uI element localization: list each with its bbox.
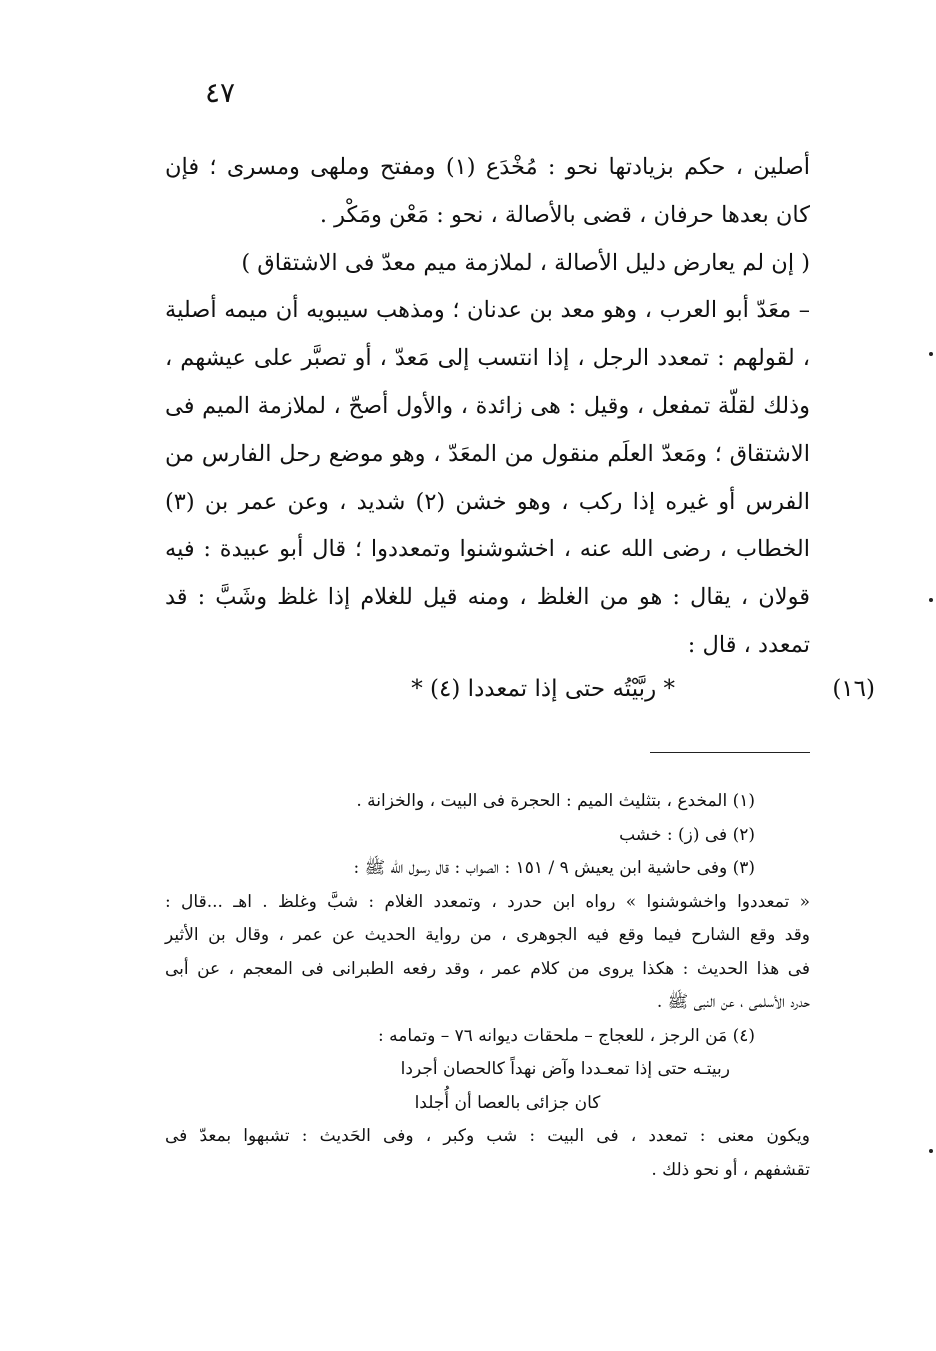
footnote-3-line-1: (٣) وفى حاشية ابن يعيش ٩ / ١٥١ : الصواب : قال رسول الله ﷺ :	[353, 858, 755, 878]
section-heading: ( إن لم يعارض دليل الأصالة ، لملازمة ميم معدّ فى الاشتقاق )	[241, 249, 810, 276]
footnote-4-line-1: (٤) مَن الرجز ، للعجاج – ملحقات ديوانه ٧٦ – وتمامه :	[377, 1025, 755, 1046]
footnotes-block	[165, 785, 810, 1187]
footnote-separator	[650, 752, 810, 753]
verse-text: * ربَّيْتُه حتى إذا تمعددا (٤) *	[411, 676, 675, 702]
paragraph-intro: أصلين ، حكم بزيادتها نحو : مُخْدَع (١) ومفتح وملهى ومسرى ؛ فإن كان بعدها حرفان ، قضى بالأصالة ، نحو : مَعْن ومَكْر .	[165, 154, 810, 228]
scan-edge-mark	[929, 352, 933, 356]
footnote-3-line-4: فى هذا الحديث : هكذا يروى من كلام عمر ، وقد رفعه الطبرانى فى المعجم ، عن أبى	[165, 958, 810, 979]
footnote-4-line-2: ويكون معنى : تمعدد ، فى البيت : شب وكبر ، وفى الحَديث : تشبهوا بمعدّ فى	[165, 1126, 810, 1146]
footnote-4-verse-1: ربيتـه حتى إذا تمعـددا وآض نهداً كالحصان أجردا	[400, 1059, 730, 1079]
footnote-4-verse-2: كان جزائى بالعصا أن أُجلدا	[414, 1092, 601, 1113]
verse-number: (١٦)	[832, 676, 875, 702]
footnote-2: (٢) فى (ز) : خشب	[619, 824, 755, 845]
footnote-3-line-3: وقد وقع الشارح فيما وقع فيه الجوهرى ، من رواية الحديث عن عمر ، وقال بن الأثير	[165, 925, 810, 945]
scan-edge-mark	[929, 1149, 933, 1153]
scan-edge-mark	[929, 598, 933, 602]
page-number: ٤٧	[204, 76, 236, 109]
footnote-3-line-5: حدرد الأسلمى ، عن النبى ﷺ .	[656, 992, 810, 1012]
footnote-4-line-3: تقشفهم ، أو نحو ذلك .	[651, 1159, 810, 1180]
verse-row	[165, 676, 875, 716]
paragraph-commentary: – معَدّ أبو العرب ، وهو معد بن عدنان ؛ ومذهب سيبويه أن ميمه أصلية ، لقولهم : تمعدد الرجل ، إذا انتسب إلى مَعدّ ، أو تصبَّر على عيشهم ، وذلك لقلّة تمفعل ، وقيل : هى زائدة ، والأول أصحّ ، لملازمة الميم فى الاشتقاق ؛ ومَعدّ العلَم منقول من المعَدّ ، وهو موضع رحل الفارس من الفرس أو غيره إذا ركب ، وهو خشن (٢) شديد ، وعن عمر بن (٣) الخطاب ، رضى الله عنه ، اخشوشنوا وتمعددوا ؛ قال أبو عبيدة : فيه قولان ، يقال : هو من الغلظ ، ومنه قيل للغلام إذا غلظ وشَبَّ : قد تمعدد ، قال :	[165, 297, 810, 658]
main-text-block	[165, 144, 810, 670]
footnote-1: (١) المخدع ، بتثليث الميم : الحجرة فى البيت ، والخزانة .	[356, 791, 755, 811]
footnote-3-line-2: « تمعددوا واخشوشنوا » رواه ابن حدرد ، وتمعدد الغلام : شبَّ وغلظ . اهـ ...قال :	[165, 891, 810, 912]
